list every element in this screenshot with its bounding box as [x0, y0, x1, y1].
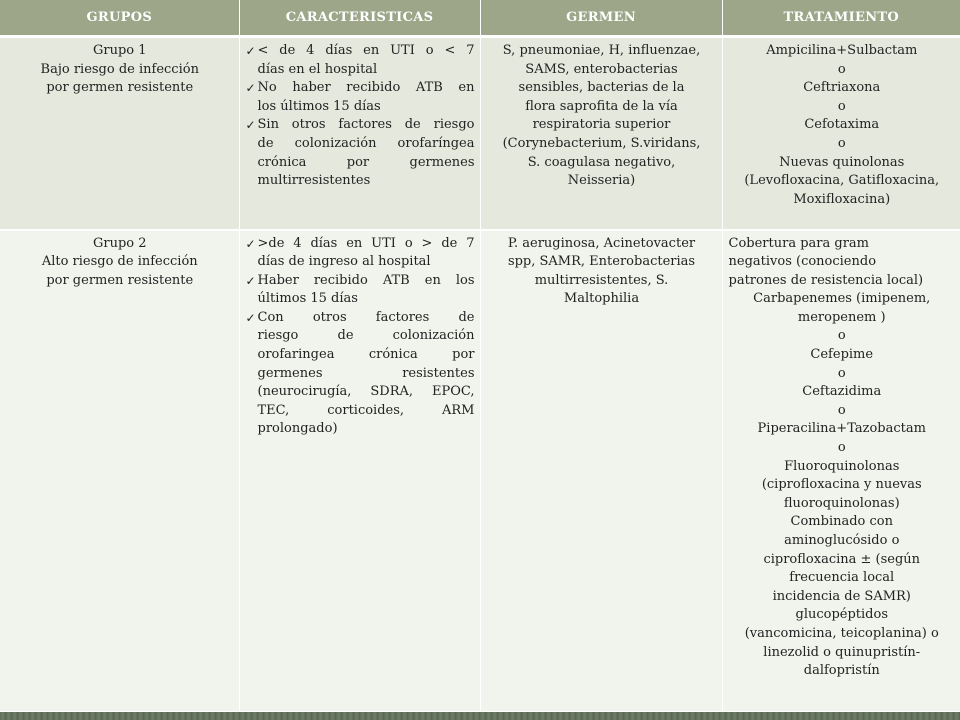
decorative-bottom-bar: [0, 712, 960, 720]
list-item: [246, 116, 475, 190]
tratamiento-line: o: [837, 98, 846, 114]
tratamiento-line: linezolid o quinupristín-: [763, 644, 921, 660]
tratamiento-line: o: [837, 402, 846, 418]
tratamiento-line: o: [837, 440, 846, 456]
item-line: de colonización orofaríngea: [257, 135, 475, 151]
list-item: [246, 235, 475, 272]
tratamiento-line: Ceftazidima: [802, 384, 882, 400]
tratamiento-line: fluoroquinolonas): [783, 495, 900, 511]
item-line: >de 4 días en UTI o > de 7: [257, 235, 475, 251]
grupo-desc-line: Bajo riesgo de infección: [40, 61, 199, 77]
header-tratamiento: TRATAMIENTO: [722, 0, 960, 37]
tratamiento-line: glucopéptidos: [795, 607, 888, 623]
tratamiento-intro-line: Cobertura para gram: [728, 235, 869, 251]
item-line: crónica por germenes: [257, 154, 475, 170]
item-line: últimos 15 días: [257, 291, 358, 307]
cell-germen: [480, 37, 722, 230]
germen-line: Neisseria): [567, 173, 636, 189]
germen-line: sensibles, bacterias de la: [518, 80, 685, 96]
tratamiento-line: Cefepime: [810, 347, 874, 363]
table-header-row: [0, 0, 960, 37]
tratamiento-line: Carbapenemes (imipenem,: [753, 291, 931, 307]
tratamiento-line: (Levofloxacina, Gatifloxacina,: [744, 173, 940, 189]
list-item: [246, 272, 475, 309]
list-item: [246, 42, 475, 79]
tratamiento-line: (vancomicina, teicoplanina) o: [744, 625, 939, 641]
item-line: multirresistentes: [257, 173, 371, 189]
checkmark-icon: ✓: [245, 81, 256, 96]
item-line: días de ingreso al hospital: [257, 254, 431, 270]
tratamiento-line: meropenem ): [797, 309, 886, 325]
item-line: (neurocirugía, SDRA, EPOC,: [257, 384, 475, 400]
cell-tratamiento: [722, 37, 960, 230]
item-line: Con otros factores de: [257, 309, 475, 325]
list-item: [246, 79, 475, 116]
tratamiento-line: o: [837, 365, 846, 381]
table-row-grupo-2: [0, 230, 960, 712]
germen-line: Maltophilia: [563, 291, 640, 307]
checkmark-icon: ✓: [245, 44, 256, 58]
cell-germen: [480, 230, 722, 712]
item-line: días en el hospital: [257, 61, 378, 77]
grupo-title: Grupo 2: [92, 235, 147, 251]
tratamiento-line: Piperacilina+Tazobactam: [757, 421, 926, 437]
tratamiento-line: (ciprofloxacina y nuevas: [761, 477, 922, 493]
checkmark-icon: ✓: [245, 273, 256, 288]
tratamiento-line: frecuencia local: [789, 570, 895, 586]
item-line: No haber recibido ATB en: [257, 80, 475, 96]
caracteristicas-list: [246, 235, 475, 440]
item-line: < de 4 días en UTI o < 7: [257, 43, 475, 58]
germen-line: S, pneumoniae, H, influenzae,: [502, 43, 701, 58]
tratamiento-line: Ampicilina+Sulbactam: [766, 43, 918, 58]
tratamiento-line: dalfopristín: [803, 663, 880, 679]
header-germen: GERMEN: [480, 0, 722, 37]
table-row-grupo-1: [0, 37, 960, 230]
item-line: Haber recibido ATB en los: [257, 272, 475, 288]
cell-grupo: [0, 230, 239, 712]
caracteristicas-list: [246, 42, 475, 191]
tratamiento-line: o: [837, 135, 846, 151]
item-line: TEC, corticoides, ARM: [257, 402, 475, 418]
tratamiento-line: ciprofloxacina ± (según: [763, 551, 921, 567]
germen-line: respiratoria superior: [532, 117, 671, 133]
item-line: orofaringea crónica por: [257, 347, 475, 363]
tratamiento-line: Moxifloxacina): [793, 191, 891, 207]
germen-line: SAMS, enterobacterias: [525, 61, 678, 77]
item-line: germenes resistentes: [257, 365, 475, 381]
grupo-title: Grupo 1: [92, 43, 147, 58]
germen-line: multirresistentes, S.: [534, 272, 669, 288]
tratamiento-line: aminoglucósido o: [784, 533, 900, 548]
tratamiento-options: [729, 290, 956, 680]
checkmark-icon: ✓: [245, 310, 256, 325]
cell-caracteristicas: [239, 37, 480, 230]
tratamiento-line: Fluoroquinolonas: [784, 458, 900, 474]
germen-line: S. coagulasa negativo,: [527, 154, 676, 170]
tratamiento-line: Nuevas quinolonas: [779, 154, 905, 170]
germen-line: flora saprofita de la vía: [525, 98, 678, 114]
tratamiento-intro-line: patrones de resistencia local): [728, 272, 924, 288]
cell-caracteristicas: [239, 230, 480, 712]
cell-grupo: [0, 37, 239, 230]
grupo-desc-line: por germen resistente: [46, 272, 194, 288]
tratamiento-line: o: [837, 328, 846, 344]
tratamiento-line: incidencia de SAMR): [772, 588, 911, 604]
header-grupos: GRUPOS: [0, 0, 239, 37]
item-line: Sin otros factores de riesgo: [257, 117, 475, 133]
list-item: [246, 309, 475, 439]
germen-line: P. aeruginosa, Acinetovacter: [507, 235, 696, 251]
cell-tratamiento: [722, 230, 960, 712]
tratamiento-line: o: [837, 61, 846, 77]
tratamiento-line: Cefotaxima: [804, 117, 880, 133]
checkmark-icon: ✓: [245, 236, 256, 251]
germen-line: (Corynebacterium, S.viridans,: [502, 135, 701, 151]
tratamiento-line: Ceftriaxona: [803, 80, 881, 96]
germen-line: spp, SAMR, Enterobacterias: [507, 254, 696, 270]
grupo-desc-line: por germen resistente: [46, 80, 194, 96]
item-line: prolongado): [257, 421, 338, 437]
item-line: los últimos 15 días: [257, 98, 381, 114]
grupo-desc-line: Alto riesgo de infección: [41, 254, 198, 270]
tratamiento-intro-line: negativos (conociendo: [728, 254, 877, 270]
tratamiento-line: Combinado con: [790, 514, 893, 530]
header-caracteristicas: CARACTERISTICAS: [239, 0, 480, 37]
item-line: riesgo de colonización: [257, 328, 475, 344]
checkmark-icon: ✓: [245, 118, 256, 133]
